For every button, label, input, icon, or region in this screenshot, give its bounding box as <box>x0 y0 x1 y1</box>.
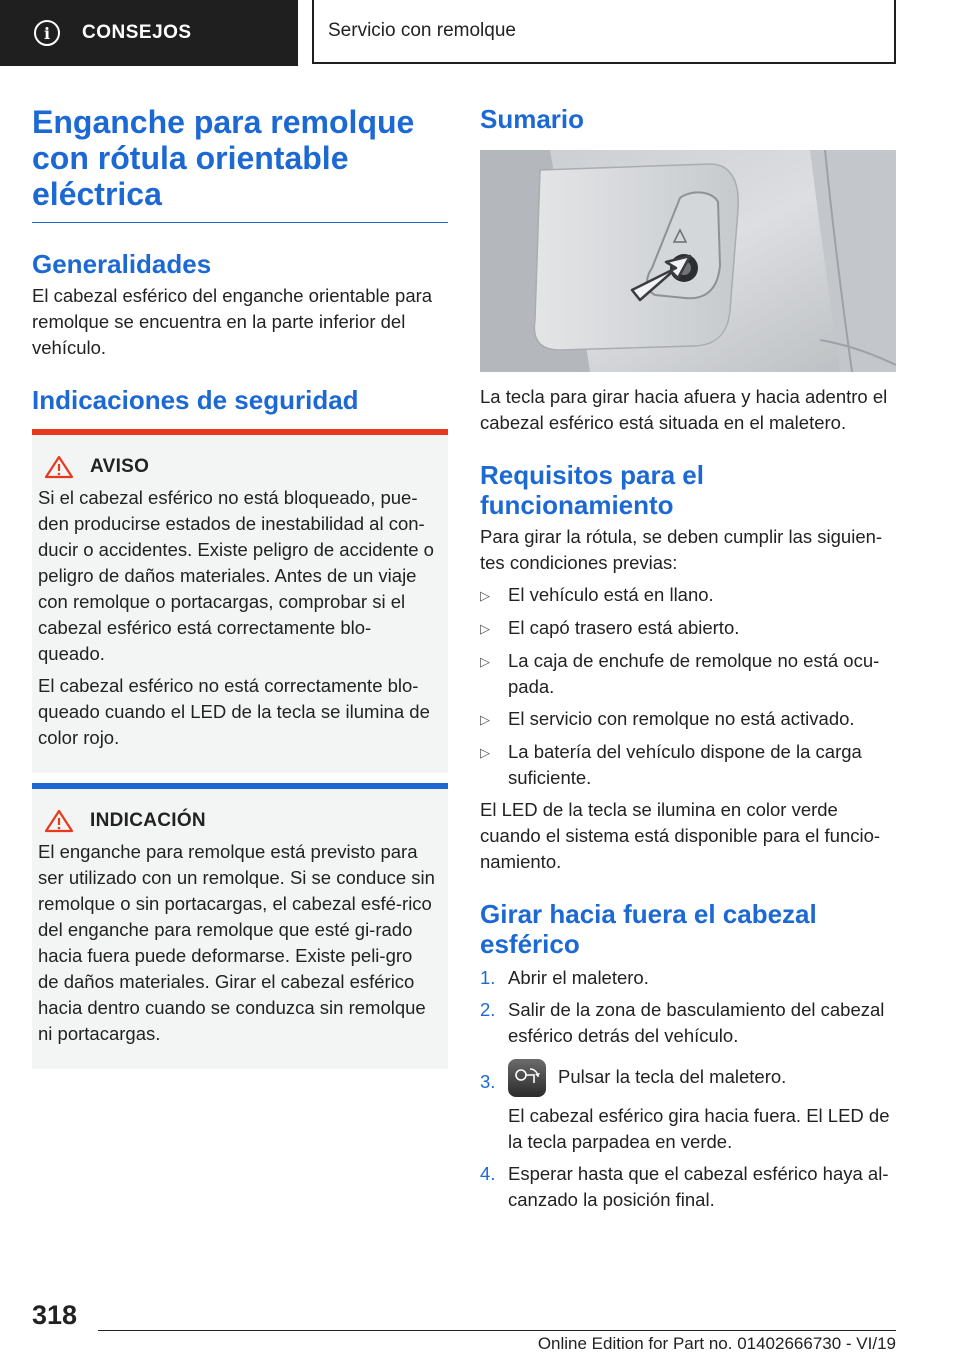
step-item: 3. Pulsar la tecla del maletero. El cabezal esférico gira hacia fuera. El LED de la tecla parpadea en verde. <box>480 1059 896 1155</box>
list-item: ▷ El capó trasero está abierto. <box>480 615 896 642</box>
trailer-hitch-key-icon <box>508 1059 546 1097</box>
note-text: El enganche para remolque está previsto para ser utilizado con un remolque. Si se conduce sin remolque o sin portacargas, el cabezal esfé-rico del enganche para remolque que esté gi-rado hacia fuera puede deformarse. Existe peli-gro de daños materiales. Girar el cabezal esférico hacia dentro cuando se conduzca sin remolque ni portacargas. <box>38 841 435 1044</box>
trunk-key-photo <box>480 150 896 372</box>
list-item: ▷ La caja de enchufe de remolque no está ocu-pada. <box>480 648 896 700</box>
note-box <box>32 783 448 1069</box>
list-item: ▷ La batería del vehículo dispone de la carga suficiente. <box>480 739 896 791</box>
requirements-list <box>480 582 896 791</box>
requirements-outro: El LED de la tecla se ilumina en color verde cuando el sistema está disponible para el funcio-namiento. <box>480 799 881 872</box>
step-item: 2. Salir de la zona de basculamiento del cabezal esférico detrás del vehículo. <box>480 999 885 1046</box>
general-heading: Generalidades <box>32 249 212 279</box>
requirements-heading: Requisitos para el funcionamiento <box>480 460 704 520</box>
swing-out-heading: Girar hacia fuera el cabezal esférico <box>480 899 817 959</box>
warning-box <box>32 429 448 773</box>
warning-title: AVISO <box>90 456 150 477</box>
triangle-bullet-icon: ▷ <box>480 712 490 727</box>
triangle-bullet-icon: ▷ <box>480 588 490 603</box>
summary-caption: La tecla para girar hacia afuera y hacia adentro el cabezal esférico está situada en el maletero. <box>480 386 888 433</box>
info-icon: i <box>34 20 60 46</box>
step-item: 1. Abrir el maletero. <box>480 967 649 988</box>
safety-heading: Indicaciones de seguridad <box>32 385 359 415</box>
trunk-illustration <box>480 150 896 372</box>
edition-text: Online Edition for Part no. 01402666730 - VI/19 <box>537 1334 896 1353</box>
right-column <box>480 104 896 1213</box>
triangle-bullet-icon: ▷ <box>480 745 490 760</box>
warning-triangle-icon <box>44 809 74 833</box>
requirements-intro: Para girar la rótula, se deben cumplir las siguien-tes condiciones previas: <box>480 526 883 573</box>
summary-heading: Sumario <box>480 104 585 134</box>
breadcrumb: Servicio con remolque <box>312 0 896 64</box>
list-item: ▷ El vehículo está en llano. <box>480 582 896 609</box>
general-text: El cabezal esférico del enganche orientable para remolque se encuentra en la parte inferior del vehículo. <box>32 285 433 358</box>
list-item: ▷ El servicio con remolque no está activado. <box>480 706 896 733</box>
note-header <box>32 809 438 833</box>
footer-rule <box>98 1330 896 1331</box>
page-number: 318 <box>32 1300 78 1330</box>
warning-text-2: El cabezal esférico no está correctamente blo-queado cuando el LED de la tecla se ilumina de color rojo. <box>38 675 430 748</box>
section-tab <box>0 0 298 66</box>
triangle-bullet-icon: ▷ <box>480 621 490 636</box>
page-title: Enganche para remolque con rótula orientable eléctrica <box>32 104 448 223</box>
page-header <box>0 0 960 66</box>
warning-text-1: Si el cabezal esférico no está bloqueado, pue-den producirse estados de inestabilidad al con-ducir o accidentes. Existe peligro de accidente o peligro de daños materiales. Antes de un viaje con remolque o portacargas, comprobar si el cabezal esférico está correctamente blo-queado. <box>38 487 434 664</box>
swing-out-steps <box>480 965 896 1213</box>
warning-header <box>32 455 438 479</box>
triangle-bullet-icon: ▷ <box>480 654 490 669</box>
warning-triangle-icon <box>44 455 74 479</box>
note-title: INDICACIÓN <box>90 810 206 831</box>
section-tab-label: CONSEJOS <box>82 22 192 43</box>
step-item: 4. Esperar hasta que el cabezal esférico haya al-canzado la posición final. <box>480 1163 889 1210</box>
left-column <box>32 104 448 1069</box>
step-sub-text: El cabezal esférico gira hacia fuera. El LED de la tecla parpadea en verde. <box>508 1105 890 1152</box>
